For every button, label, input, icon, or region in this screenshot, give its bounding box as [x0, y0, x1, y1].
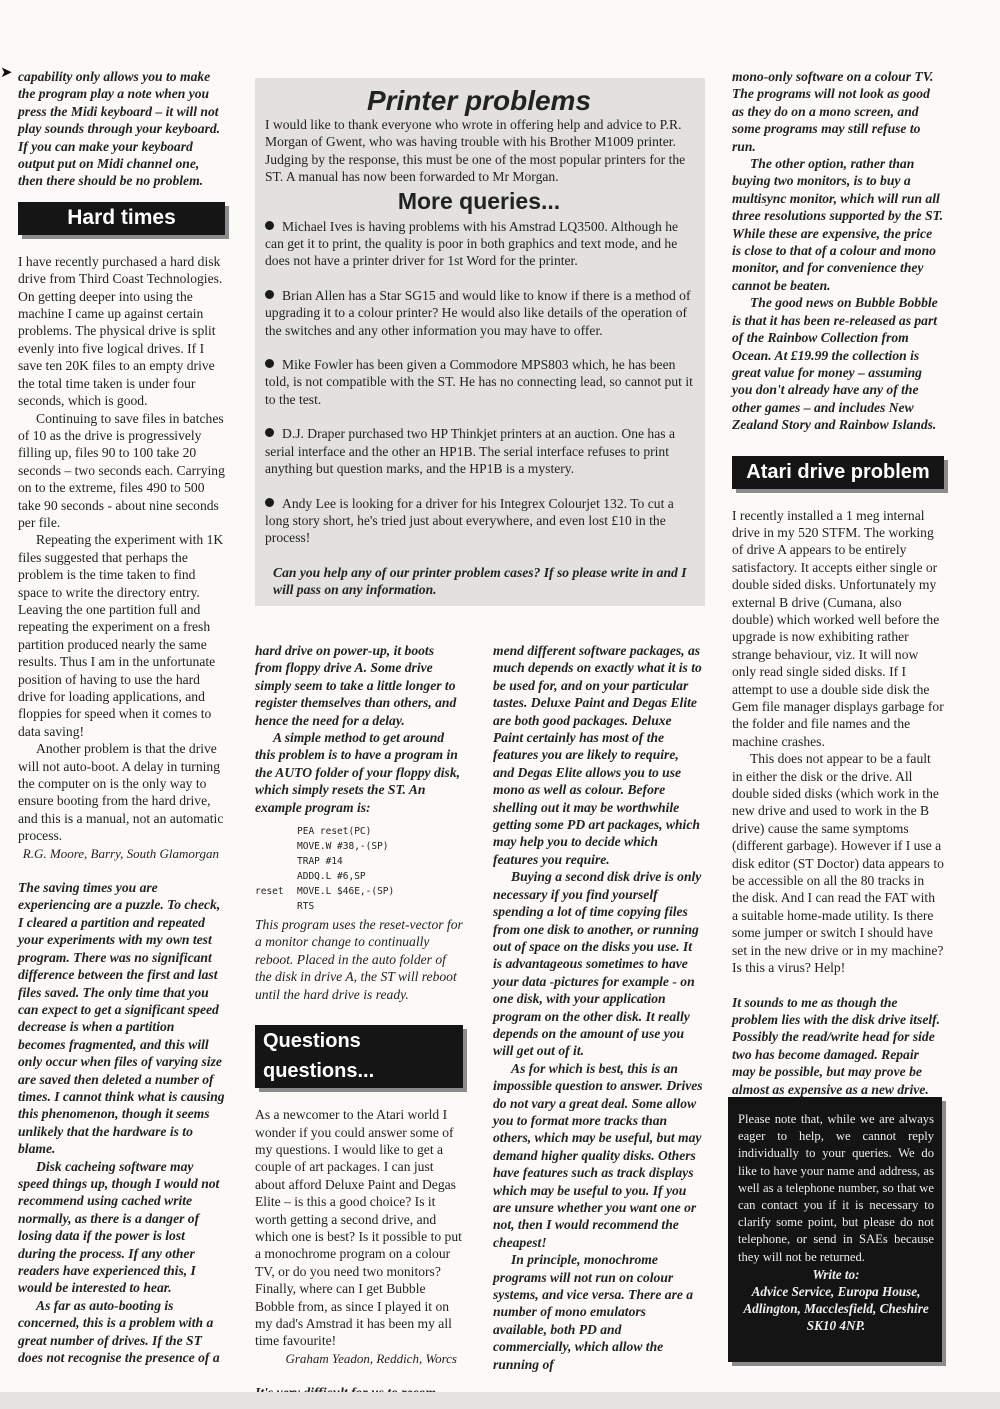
- code-listing: [255, 824, 463, 914]
- query-item: Andy Lee is looking for a driver for his Integrex Colourjet 132. To cut a long story short, he's tried just about everywhere, and even lost £10 in the process!: [265, 495, 674, 546]
- reply-paragraph: The good news on Bubble Bobble is that it has been re-released as part of the Rainbow Collection from Ocean. At £19.99 the collection is great value for money – assuming you don't already have any of the other games – and includes New Zealand Story and Rainbow Islands.: [732, 295, 938, 433]
- bullet-icon: [265, 428, 274, 437]
- query-item: Brian Allen has a Star SG15 and would like to know if there is a method of upgrading it to a colour printer? He would also like details of the operation of the switches and any other information you may have to offer.: [265, 287, 691, 338]
- letter-paragraph: I have recently purchased a hard disk drive from Third Coast Technologies. On getting deeper into using the machine I came up against certain problems. The physical drive is split evenly into five logical drives. If I save ten 20K files to an empty drive the total time taken is under four seconds, which is good.: [18, 253, 223, 409]
- section-heading-questions: Questions questions...: [255, 1025, 463, 1088]
- page-bottom-edge: [0, 1392, 1000, 1409]
- code-line: RTS: [297, 901, 315, 913]
- bullet-icon: [265, 290, 274, 299]
- reply-paragraph: Buying a second disk drive is only necessary if you find yourself spending a lot of time copying files from one disk to another, or running out of space on the disks you use. It is advantageous sometimes to have your data -pictures for example - on one disk, with your application program on the other disk. It really depends on the amount of use you will get out of it.: [493, 869, 702, 1059]
- letter-paragraph: Continuing to save files in batches of 10 as the drive is progressively filling up, files 90 to 100 take 20 seconds – two seconds each. Carrying on to the extreme, files 490 to 500 take 90 seconds - about nine seconds per file.: [18, 410, 225, 530]
- printer-problems-box: [255, 78, 705, 606]
- reply-paragraph: It sounds to me as though the problem lies with the disk drive itself. Possibly the read/write head for side two has become damaged. Repair may be possible, but may prove be almost as expensive as a new drive.: [732, 994, 941, 1097]
- notice-box: [728, 1097, 942, 1362]
- bullet-icon: [265, 221, 274, 230]
- code-line: TRAP #14: [297, 856, 343, 868]
- box-title: Printer problems: [366, 85, 592, 116]
- reply-paragraph: mend different software packages, as much depends on exactly what it is to be used for, and on your particular tastes. Deluxe Paint and Degas Elite are both good packages. Deluxe Paint certainly has most of the features you are likely to require, and Degas Elite allows you to use mono as well as colour. Before shelling out it may be worthwhile getting some PD art packages, which may help you to decide which features you require.: [493, 643, 702, 867]
- query-item: D.J. Draper purchased two HP Thinkjet printers at an auction. One has a serial interface and the other an HP1B. The serial interface refuses to print anything but question marks, and the HP1B is a mystery.: [265, 426, 675, 477]
- notice-address: Advice Service, Europa House, Adlington, Macclesfield, Cheshire SK10 4NP.: [743, 1283, 929, 1333]
- reply-paragraph: Disk cacheing software may speed things up, though I would not recommend using cached write normally, as there is a danger of losing data if the power is lost during the process. If any other readers have experienced this, I would be interested to hear.: [18, 1158, 220, 1296]
- letter-paragraph: Another problem is that the drive will not auto-boot. A delay in turning the computer on is the only way to ensure booting from the hard drive, and this is a manual, not an automatic process.: [18, 741, 224, 844]
- box-intro: I would like to thank everyone who wrote in offering help and advice to P.R. Morgan of Gwent, who was having trouble with his Brother M1009 printer. Judging by the response, this must be one of the most popular printers for the ST. A manual has now been forwarded to Mr Morgan.: [265, 117, 686, 185]
- bullet-icon: [265, 359, 274, 368]
- notice-text: Please note that, while we are always eager to help, we cannot reply individually to your queries. We do like to have your name and address, as well as a telephone number, so that we can contact you if it is necessary to clarify some point, but please do not telephone, or send in SAEs because they will not be returned.: [738, 1112, 934, 1264]
- query-item: Michael Ives is having problems with his Amstrad LQ3500. Although he can get it to print, the quality is poor in both graphics and text mode, and he does not have a printer driver for 1st Word for the printer.: [265, 218, 679, 269]
- reply-paragraph: As for which is best, this is an impossible question to answer. Drives do not vary a great deal. Some allow you to format more tracks than others, which may be useful, but may demand higher quality disks. Others have features such as track displays which may be useful to you. If you are unsure whether you want one or not, then I would recommend the cheapest!: [493, 1060, 703, 1250]
- reply-paragraph: The saving times you are experiencing are a puzzle. To check, I cleared a partition and repeated your experiments with my own test program. There was no significant difference between the first and last files saved. The only time that you can expect to get a significant speed decrease is when a partition becomes fragmented, and this will only occur when files of varying size are saved then deleted a number of times. I cannot think what is causing this phenomenon, though it seems unlikely that the hardware is to blame.: [18, 880, 225, 1157]
- letter-signature: R.G. Moore, Barry, South Glamorgan: [22, 845, 219, 861]
- continuation-arrow-icon: ➤: [0, 63, 13, 81]
- code-line: ADDQ.L #6,SP: [297, 871, 366, 883]
- column-2: [255, 642, 463, 1402]
- code-line: reset MOVE.L $46E,-(SP): [255, 886, 395, 898]
- query-item: Mike Fowler has been given a Commodore MPS803 which, he has been told, is not compatible with the ST. He has no connecting lead, so cannot put it to the test.: [265, 357, 693, 407]
- reply-text: capability only allows you to make the program play a note when you press the Midi keyboard – it will not play sounds through your keyboard. If you can make your keyboard output put on Midi channel one, then there should be no problem.: [18, 69, 221, 189]
- reply-paragraph: hard drive on power-up, it boots from floppy drive A. Some drive simply seem to take a little longer to register themselves than others, and hence the need for a delay.: [255, 643, 457, 728]
- column-3: [493, 642, 703, 1373]
- column-1: [18, 68, 225, 1366]
- reply-paragraph: As far as auto-booting is concerned, this is a problem with a great number of drives. If the ST does not recognise the presence of a: [18, 1297, 220, 1366]
- notice-write-to: Write to:: [812, 1266, 860, 1282]
- bullet-icon: [265, 498, 274, 507]
- column-4: [732, 68, 944, 1098]
- letter-paragraph: Repeating the experiment with 1K files suggested that perhaps the problem is the time taken to find space to write the directory entry. Leaving the one partition full and repeating the experiment on a fresh partition produced nearly the same results. Thus I am in the unfortunate position of having to use the hard drive for loading applications, and floppies for speed when it comes to data saving!: [18, 532, 224, 739]
- reply-paragraph: The other option, rather than buying two monitors, is to buy a multisync monitor, which will run all three resolutions supported by the ST. While these are expensive, the price is close to that of a colour and mono monitor, and for convenience they cannot be beaten.: [732, 156, 943, 293]
- letter-signature: Graham Yeadon, Reddich, Worcs: [285, 1350, 457, 1366]
- letter-paragraph: I recently installed a 1 meg internal drive in my 520 STFM. The working of drive A appears to be entirely satisfactory. It accepts either single or double sided disks. Unfortunately my external B drive (Cumana, also double) which worked well before the upgrade is now exhibiting rather strange behaviour, viz. It will now only read single sided disks. If I attempt to use a double side disk the Gem file manager displays garbage for the folder and file names and the machine crashes.: [732, 507, 944, 749]
- code-line: MOVE.W #38,-(SP): [297, 841, 389, 853]
- reply-paragraph: A simple method to get around this problem is to have a program in the AUTO folder of your floppy disk, which simply resets the ST. An example program is:: [255, 730, 461, 815]
- section-heading-atari-drive: Atari drive problem: [732, 456, 944, 489]
- box-subtitle: More queries...: [397, 187, 561, 214]
- reply-paragraph: In principle, monochrome programs will not run on colour systems, and vice versa. There are a number of mono emulators available, both PD and commercially, which allow the running of: [493, 1252, 694, 1372]
- code-caption: This program uses the reset-vector for a monitor change to continually reboot. Placed in the auto folder of the disk in drive A, the ST will reboot until the hard drive is ready.: [255, 917, 463, 1002]
- code-line: PEA reset(PC): [297, 826, 372, 838]
- reply-paragraph: mono-only software on a colour TV. The programs will not look as good as they do on a mono screen, and some programs may still refuse to run.: [732, 69, 934, 154]
- letter-paragraph: As a newcomer to the Atari world I wonder if you could answer some of my questions. I would like to get a couple of art packages. I can just about afford Deluxe Paint and Degas Elite – is this a good choice? Is it worth getting a second drive, and which one is best? Is it possible to put a monochrome program on a colour TV, or do you need two monitors? Finally, where can I get Bubble Bobble from, as since I played it on my dad's Amstrad it has been my all time favourite!: [255, 1107, 462, 1349]
- box-closing: Can you help any of our printer problem cases? If so please write in and I will pass on any information.: [273, 564, 687, 598]
- letter-paragraph: This does not appear to be a fault in either the disk or the drive. All double sided disks (which work in the new drive and used to work in the B drive) cause the same symptoms (different garbage). However if I use a disk editor (ST Doctor) data appears to be accessible on all the 80 tracks in the disk. And I can read the FAT with a suitable home-made utility. Is there some jumper or switch I should have set in the new drive or in my machine? Is this a virus? Help!: [732, 751, 944, 976]
- section-heading-hard-times: Hard times: [18, 202, 225, 235]
